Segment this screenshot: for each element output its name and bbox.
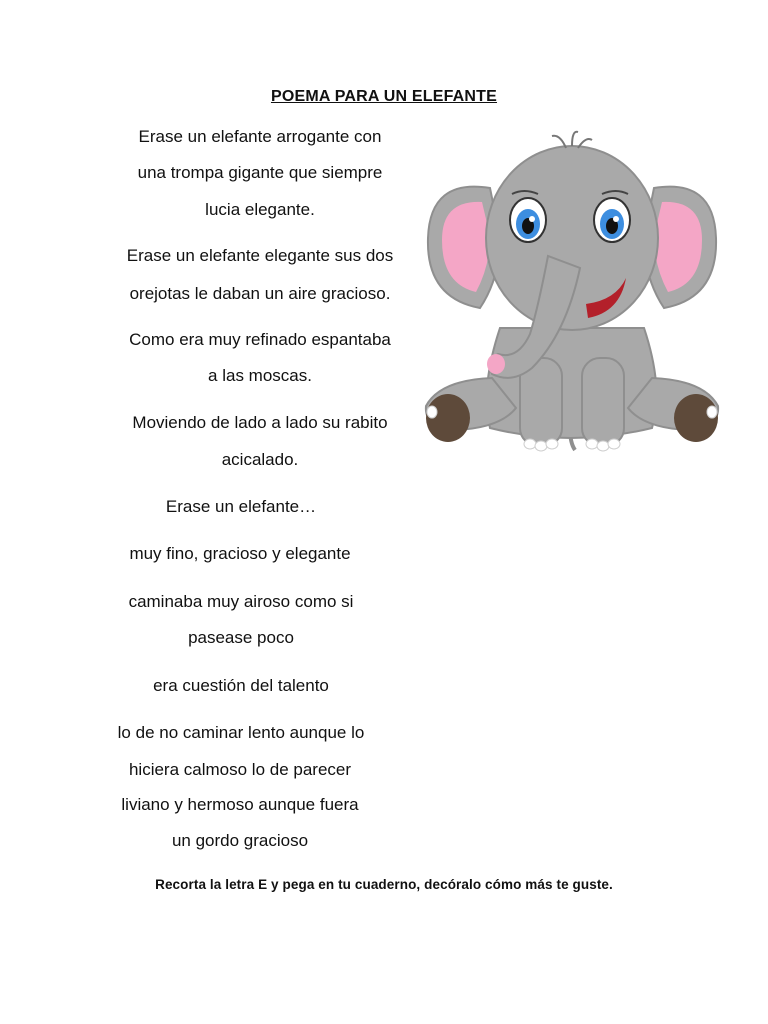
poem-line: Como era muy refinado espantaba bbox=[129, 330, 391, 349]
poem-line: orejotas le daban un aire gracioso. bbox=[129, 284, 391, 303]
poem-line: acicalado. bbox=[221, 450, 299, 469]
instruction-after: y pega en tu cuaderno, decóralo cómo más te guste. bbox=[267, 877, 613, 892]
poem-line: caminaba muy airoso como si bbox=[128, 592, 354, 611]
poem-line: hiciera calmoso lo de parecer bbox=[128, 760, 352, 779]
instruction-text bbox=[0, 877, 768, 892]
instruction-letter: E bbox=[258, 877, 268, 892]
poem-line: era cuestión del talento bbox=[153, 676, 329, 695]
poem-line: Erase un elefante elegante sus dos bbox=[126, 246, 394, 265]
poem-line: muy fino, gracioso y elegante bbox=[129, 544, 351, 563]
poem-line: Erase un elefante arrogante con bbox=[138, 127, 382, 146]
poem-line: liviano y hermoso aunque fuera bbox=[121, 795, 359, 814]
poem-line: Moviendo de lado a lado su rabito bbox=[132, 413, 388, 432]
poem-line: lo de no caminar lento aunque lo bbox=[117, 723, 365, 742]
elephant-illustration bbox=[420, 128, 724, 460]
page-title: POEMA PARA UN ELEFANTE bbox=[270, 88, 498, 105]
poem-line: Erase un elefante… bbox=[165, 497, 317, 516]
instruction-before: Recorta la letra bbox=[155, 877, 259, 892]
poem-line: pasease poco bbox=[188, 628, 294, 647]
poem-line: una trompa gigante que siempre bbox=[137, 163, 383, 182]
poem-line: un gordo gracioso bbox=[171, 831, 309, 850]
poem-line: a las moscas. bbox=[208, 366, 312, 385]
poem-line: lucia elegante. bbox=[205, 200, 315, 219]
